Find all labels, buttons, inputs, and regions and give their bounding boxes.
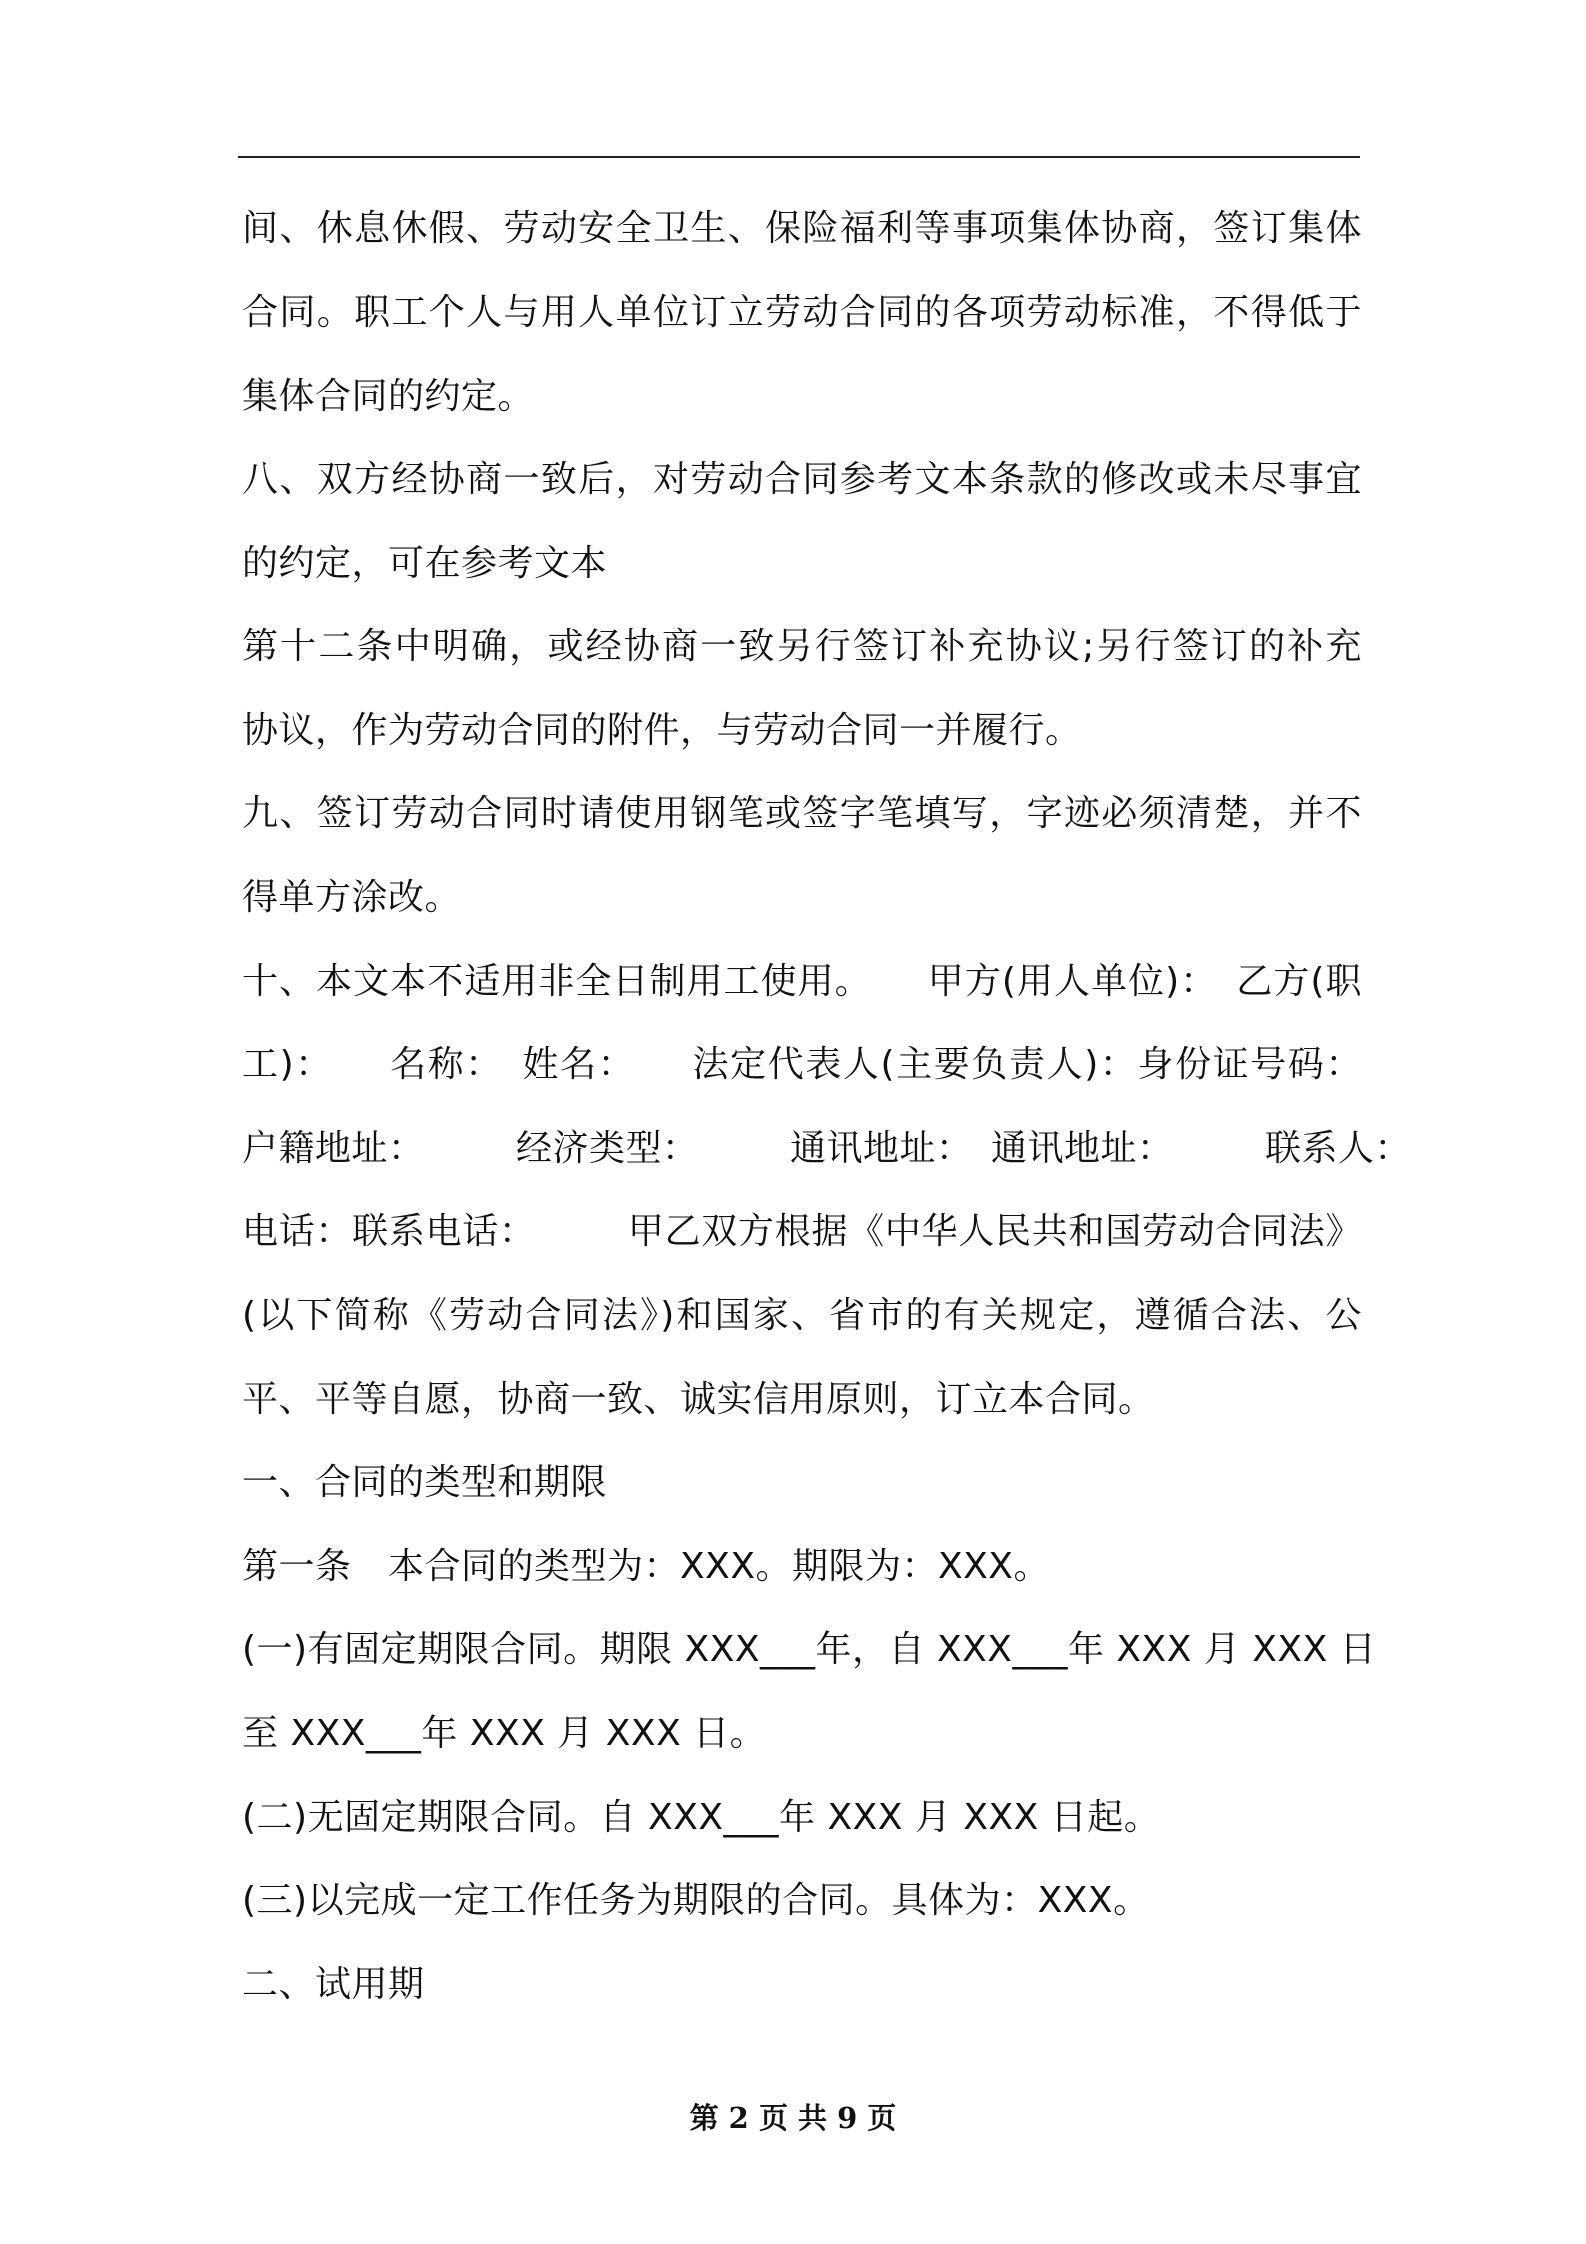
text-line: 九、签订劳动合同时请使用钢笔或签字笔填写，字迹必须清楚，并不 <box>242 793 1362 834</box>
text-line: 至 XXX___年 XXX 月 XXX 日。 <box>242 1713 767 1754</box>
text-line: 工)： 名称： 姓名： 法定代表人(主要负责人)：身份证号码： <box>242 1044 1362 1085</box>
text-line: (一)有固定期限合同。期限 XXX___年，自 XXX___年 XXX 月 XXX 日 <box>242 1629 1377 1670</box>
text-line: 电话：联系电话： 甲乙双方根据《中华人民共和国劳动合同法》 <box>242 1211 1362 1252</box>
text-line: 十、本文本不适用非全日制用工使用。 甲方(用人单位)： 乙方(职 <box>242 961 1362 1002</box>
text-line: 户籍地址： 经济类型： 通讯地址： 通讯地址： 联系人： <box>242 1128 1412 1169</box>
page-footer: 第 2 页 共 9 页 <box>689 2101 897 2135</box>
text-line: 集体合同的约定。 <box>242 376 535 417</box>
header-rule <box>238 156 1360 158</box>
section-heading: 二、试用期 <box>242 1964 425 2005</box>
section-heading: 一、合同的类型和期限 <box>242 1462 608 1503</box>
text-line: (三)以完成一定工作任务为期限的合同。具体为：XXX。 <box>242 1880 1150 1921</box>
text-line: 得单方涂改。 <box>242 877 462 918</box>
text-line: 合同。职工个人与用人单位订立劳动合同的各项劳动标准，不得低于 <box>242 292 1362 333</box>
text-line: 的约定，可在参考文本 <box>242 543 608 584</box>
text-line: (二)无固定期限合同。自 XXX___年 XXX 月 XXX 日起。 <box>242 1797 1161 1838</box>
text-line: (以下简称《劳动合同法》)和国家、省市的有关规定，遵循合法、公 <box>242 1295 1362 1336</box>
text-line: 协议，作为劳动合同的附件，与劳动合同一并履行。 <box>242 710 1082 751</box>
text-line: 平、平等自愿，协商一致、诚实信用原则，订立本合同。 <box>242 1379 1155 1420</box>
text-line: 间、休息休假、劳动安全卫生、保险福利等事项集体协商，签订集体 <box>242 208 1362 249</box>
text-line: 第一条 本合同的类型为：XXX。期限为：XXX。 <box>242 1546 1050 1587</box>
text-line: 八、双方经协商一致后，对劳动合同参考文本条款的修改或未尽事宜 <box>242 459 1362 500</box>
text-line: 第十二条中明确，或经协商一致另行签订补充协议;另行签订的补充 <box>242 626 1362 667</box>
